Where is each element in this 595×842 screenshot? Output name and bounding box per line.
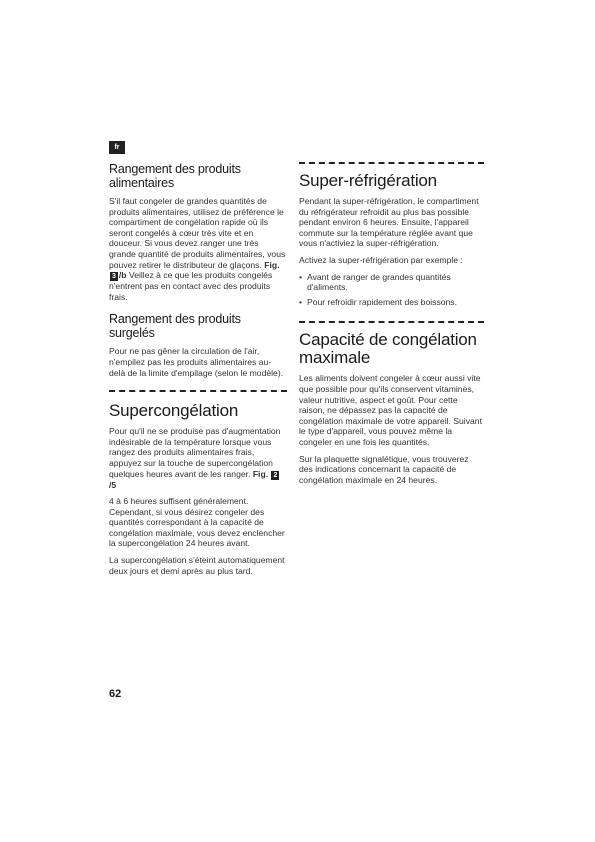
section-title-super-refrigeration: Super-réfrigération [299, 171, 437, 190]
list-item: • Avant de ranger de grandes quantités d'aliments. [299, 272, 484, 293]
figure-suffix: /5 [109, 479, 117, 490]
section-divider [299, 321, 484, 323]
bullet-list [299, 272, 484, 308]
figure-number-badge: 3 [112, 273, 116, 281]
section-title-capacite-congelation: Capacité de congélation maximale [299, 330, 477, 368]
paragraph: Activez la super-réfrigération par exemple : [299, 254, 463, 265]
figure-label: Fig. [264, 259, 280, 270]
paragraph: La supercongélation s'éteint automatiquement deux jours et demi après au plus tard. [109, 555, 285, 576]
section-title-rangement-alimentaires: Rangement des produits alimentaires [109, 162, 241, 190]
figure-label: Fig. [252, 468, 269, 479]
paragraph: Pour ne pas gêner la circulation de l'air, n'empilez pas les produits alimentaires au-delà de la limite d'empilage (selon le modèle). [109, 346, 284, 378]
left-column [109, 162, 287, 582]
section-divider [299, 162, 484, 164]
paragraph [109, 426, 287, 490]
paragraph: Pendant la super-réfrigération, le compartiment du réfrigérateur refroidit au plus bas possible pendant environ 6 heures. Ensuite, l'appareil commute sur la température réglée avant que vous n'activiez la super-réfrigération. [299, 196, 479, 249]
paragraph-text: Pour qu'il ne se produise pas d'augmentation indésirable de la température lorsque vous rangez des produits alimentaires frais, appuyez sur la touche de supercongélation quelques heures avant de les ranger. [109, 426, 281, 479]
figure-suffix: /b [118, 270, 127, 281]
paragraph: Sur la plaquette signalétique, vous trouverez des indications concernant la capacité de congélation maximale en 24 heures. [299, 453, 469, 485]
paragraph-text: S'il faut congeler de grandes quantités de produits alimentaires, utilisez de préférence le compartiment de congélation rapide où ils seront congelés à cœur très vite et en douceur. Si vous devez ranger une très grande quantité de produits alimentaires, vous pouvez retirer le distributeur de glaçons. [109, 196, 286, 270]
language-tab: fr [109, 141, 125, 154]
paragraph-text: Veillez à ce que les produits congelés n'entrent pas en contact avec des produits frais. [109, 270, 273, 302]
list-item: • Pour refroidir rapidement des boissons. [299, 297, 484, 308]
paragraph: 4 à 6 heures suffisent généralement. Cependant, si vous désirez congeler des quantités correspondant à la capacité de congélation maximale, vous devez enclencher la supercongélation 24 heures avant. [109, 496, 285, 549]
section-divider [109, 390, 287, 392]
section-title-supercongelation: Supercongélation [109, 401, 239, 421]
section-title-rangement-surgeles: Rangement des produits surgelés [109, 312, 241, 341]
page-number: 62 [109, 688, 122, 700]
paragraph: Les aliments doivent congeler à cœur aussi vite que possible pour qu'ils conservent vitamines, valeur nutritive, aspect et goût. Pour cette raison, ne dépassez pas la capacité de congélation maximale de votre appareil. Suivant le type d'appareil, vous pouvez même la congeler en une fois les quantités. [299, 373, 482, 447]
right-column [299, 162, 484, 491]
paragraph [109, 196, 287, 302]
figure-number-badge: 2 [273, 471, 278, 479]
